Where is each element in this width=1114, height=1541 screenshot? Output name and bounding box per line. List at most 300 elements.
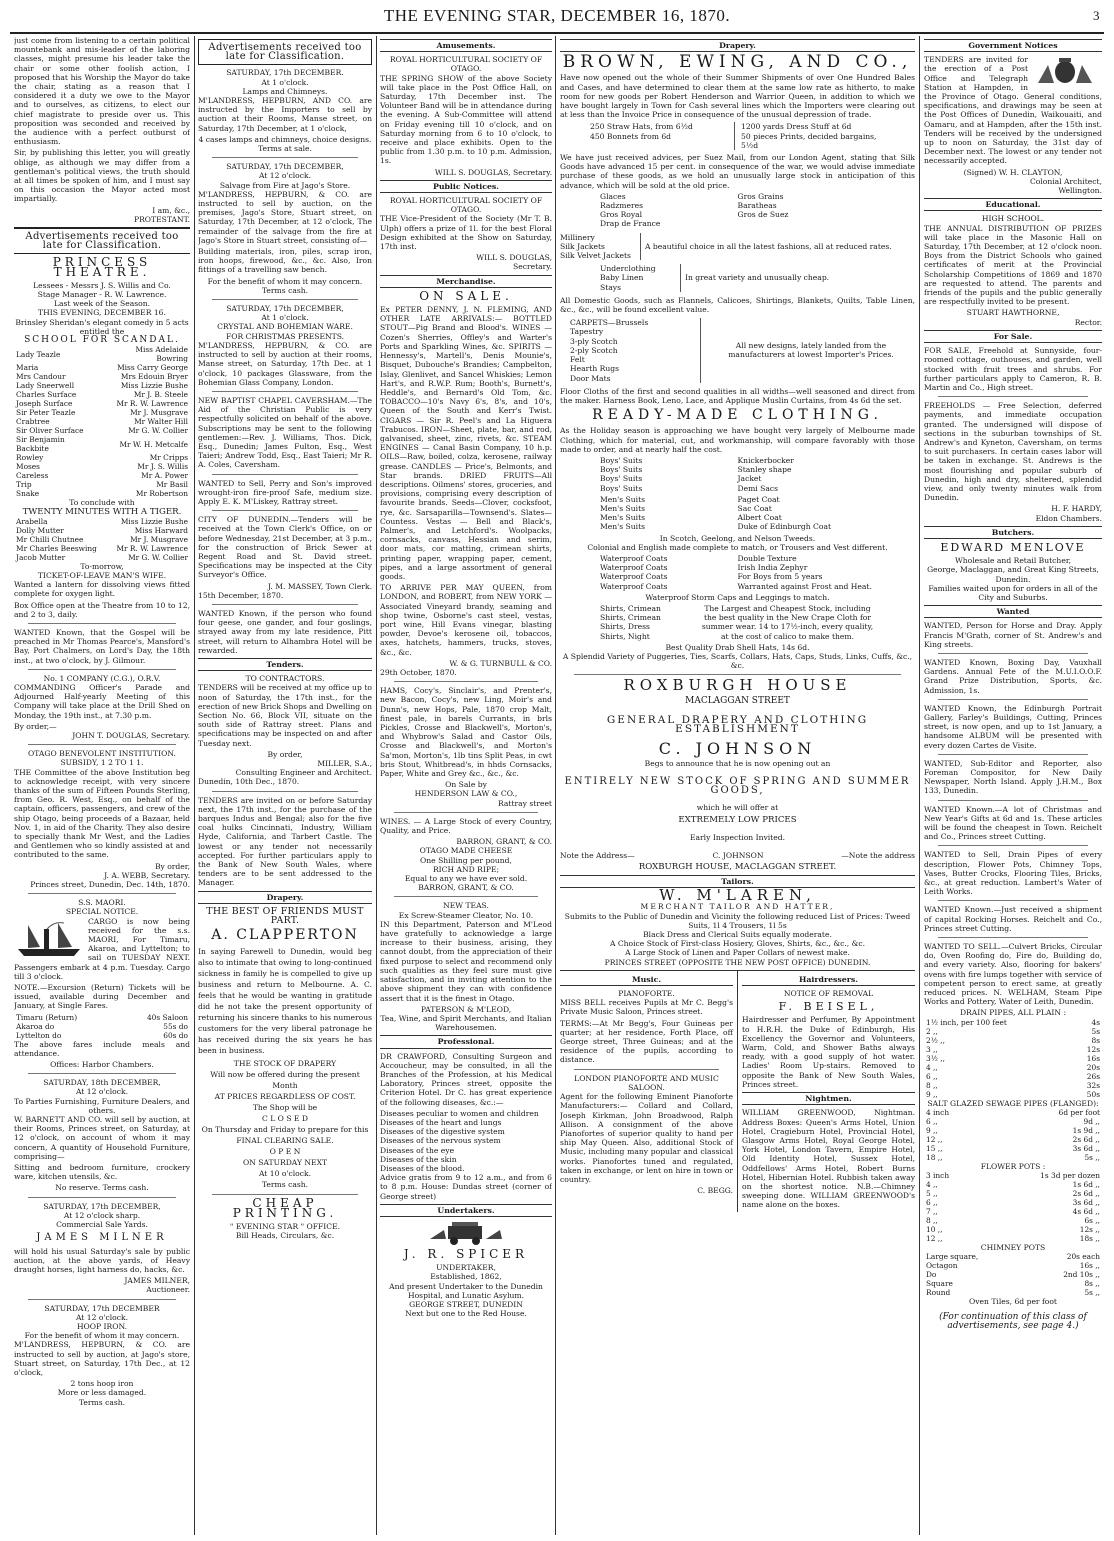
salt-table	[924, 1108, 1102, 1162]
price-row-cell: 5s ,,	[1084, 1152, 1100, 1162]
theatre-line: Lessees - Messrs J. S. Willis and Co.	[33, 280, 171, 290]
divider	[938, 754, 1088, 755]
price-row-cell: 5 ,,	[926, 1189, 938, 1199]
steamship-icon	[14, 919, 84, 959]
section-nightmen: Nightmen.	[742, 1092, 915, 1105]
floor-text: Floor Cloths of the first and second qualities in all widths—well seasoned and direct from the maker. Harness Book, Leno, Lace, and Applique Muslin Curtains, from 4s 6d the set.	[560, 386, 915, 405]
suit-item: Sac Coat	[737, 503, 772, 513]
silk-item: Glaces	[600, 191, 626, 201]
price-row	[924, 1180, 1102, 1189]
price-row-cell: 1s 3d per dozen	[1040, 1171, 1100, 1181]
cast-row	[14, 480, 190, 489]
coat-item: Warranted against Frost and Heat.	[737, 581, 872, 591]
tenders-sign: Colonial Architect,	[1029, 176, 1102, 186]
auction-text: M'LANDRESS, HEPBURN, AND CO. are instructed by the Importers to sell by auction at their Rooms, Manse street, on Saturday, 17th December, at 1 o'clock,	[198, 96, 372, 133]
theatre-line: Brinsley Sheridan's elegant comedy in 5 acts entitled the	[15, 317, 189, 336]
cast-table	[14, 345, 190, 498]
suit-item: Knickerbocker	[737, 455, 794, 465]
carpet-item: Tapestry	[570, 327, 604, 337]
company-sign	[14, 722, 190, 740]
cast-row-cell: Sir Oliver Surface	[16, 426, 84, 436]
cast-row	[14, 453, 190, 462]
waterproof-block	[600, 554, 875, 591]
millinery-desc: A beautiful choice in all the latest fashions, all at reduced rates.	[640, 233, 915, 261]
post-office-tenders: TENDERS are invited for the erection of a Post Office and Telegraph Station at Hampden, in the Province of Otago. General conditions, specifications, and drawings may be seen at the Post Offices of Dunedin, Waikouaiti, and Oamaru, and at Hampden, after the 15th inst. Tenders will be received by the undersigned up to noon on Saturday, the 31st day of December next. The lowest or any tender not necessarily accepted.	[924, 55, 1102, 166]
ticket-title: TICKET-OF-LEAVE MAN'S WIFE.	[37, 570, 167, 580]
domestic-text: All Domestic Goods, such as Flannels, Calicoes, Shirtings, Blankets, Quilts, Table Linen, &c., &c., will be found excellent value.	[560, 295, 915, 315]
boys-block	[600, 456, 875, 493]
price-row	[924, 1126, 1102, 1135]
divider	[938, 937, 1088, 938]
auction-text: M'LANDRESS, HEPBURN, & CO. are instructed to sell by auction, on the premises, Jago's Store, Stuart street, on Saturday, 17th December, at 12 o'clock, The remainder of the salvage from the fire at Jago's Store in Stuart street, consisting of—	[198, 189, 372, 245]
sign-line: J. A. WEBB, Secretary.	[104, 870, 190, 880]
flower-title: FLOWER POTS :	[980, 1161, 1046, 1171]
spicer-title: J. R. SPICER	[403, 1246, 529, 1261]
letter-sign	[14, 206, 190, 224]
note-right: —Note the address	[841, 850, 915, 860]
puggeries-line: A Splendid Variety of Puggeries, Ties, Scarfs, Collars, Hats, Caps, Studs, Links, Cuffs, &c., &c.	[562, 651, 913, 671]
price-row-cell: 2½ ,,	[926, 1035, 945, 1045]
hats-block	[590, 122, 885, 150]
commercial-line: Commercial Sale Yards.	[56, 1220, 148, 1230]
cast-row-cell: Mr Chilli Chutnee	[16, 534, 84, 544]
menlove-line: Families waited upon for orders in all of the City and Suburbs.	[928, 583, 1098, 602]
price-row-cell: 8 ,,	[926, 1080, 938, 1090]
sign-line: Auctioneer.	[146, 1285, 190, 1295]
silk-item: Radzmeres	[600, 201, 643, 211]
high-school-title: HIGH SCHOOL.	[981, 214, 1045, 224]
underclothing-item: Underclothing	[600, 264, 656, 274]
suit-item: Boys' Suits	[600, 483, 643, 493]
price-row	[924, 1117, 1102, 1126]
price-row	[924, 1225, 1102, 1234]
price-row-cell: 5s ,,	[1084, 1288, 1100, 1298]
cast-row-cell: Miss Lizzie Bushe	[120, 381, 188, 391]
removal-title: NOTICE OF REMOVAL	[783, 989, 874, 999]
fare-row-cell: 40s Saloon	[146, 1012, 188, 1022]
cast-row-cell: Mr G. W. Collier	[128, 552, 188, 562]
note-address	[560, 851, 915, 860]
beisel-title: F. BEISEL,	[778, 1000, 879, 1014]
fare-row-cell: Akaroa do	[16, 1021, 55, 1031]
silk-item: Gros Grains	[737, 191, 784, 201]
cheap-printing-title: CHEAP PRINTING.	[232, 1196, 338, 1220]
sale-date: SATURDAY, 18th DECEMBER,	[43, 1078, 161, 1088]
cast-row	[14, 381, 190, 390]
price-row-cell: 18 ,,	[926, 1152, 943, 1162]
clapperton-title: A. CLAPPERTON	[211, 927, 359, 944]
bills-line: Bill Heads, Circulars, &c.	[235, 1231, 335, 1241]
sunnyside-text: FOR SALE, Freehold at Sunnyside, four-roomed cottage, outhouses, and garden, well stocked with fruit trees and shrubs. For further particulars apply to Cameron, R. B. Martin and Co., High street.	[924, 346, 1102, 392]
silk-item: Gros Royal	[600, 210, 643, 220]
teas-sign: PATERSON & M'LEOD,	[420, 1004, 512, 1014]
price-row	[924, 1027, 1102, 1036]
section-drapery: Drapery.	[560, 39, 915, 52]
silks-block	[600, 192, 875, 229]
tenders-sign: Wellington.	[1058, 186, 1102, 196]
mlaren-line: A Large Stock of Linen and Paper Collars of newest make.	[625, 948, 850, 958]
wanted-ad: WANTED Known.—Just received a shipment of capital Rocking Horses. Reichelt and Co., Princes street Cutting.	[924, 905, 1102, 933]
geese-notice: WANTED Known, if the person who found four geese, one gander, and four goslings, strayed away from my late residence, Pitt street, will return to Alhambra Hotel will be rewarded.	[198, 608, 372, 655]
divider	[938, 900, 1088, 901]
price-row-cell: 4 ,,	[926, 1180, 938, 1190]
divider	[28, 1299, 176, 1300]
cast-row-cell: Miss Adelaide Bowring	[135, 345, 188, 364]
shirt-item: Shirts, Dress	[600, 622, 650, 632]
roxburgh-address: ROXBURGH HOUSE, MACLAGGAN STREET.	[638, 861, 837, 872]
silk-item: Gros de Suez	[737, 210, 789, 220]
advice-text: Advice gratis from 9 to 12 a.m., and from 6 to 8 p.m. House: Dundas street (corner of George street)	[380, 1173, 552, 1201]
benevolent-sign	[14, 862, 190, 890]
cast-row	[14, 417, 190, 426]
price-row-cell: 3 inch	[926, 1171, 950, 1181]
fare-row	[14, 1031, 190, 1040]
pianoforte-title: PIANOFORTE.	[618, 989, 675, 999]
section-public-notices: Public Notices.	[380, 180, 552, 193]
subsidy-line: SUBSIDY, 1 2 TO 1 1.	[60, 758, 144, 768]
arrive-date: 29th October, 1870.	[380, 668, 457, 677]
letter-sign-line: I am, &c.,	[152, 205, 190, 215]
auction-text: M'LANDRESS, HEPBURN, & CO. are instructed to sell by auction at their rooms, Manse street, on Saturday, 17th Dec. at 1 o'clock, 10 packages Glassware, from the Bohemian Glass Company, London.	[198, 340, 372, 387]
barques-notice: TENDERS are invited on or before Saturday next, the 17th inst., for the purchase of the barques Indus and Bengal; also for the five coal hulks Cincinnati, Industry, William Hyde, California, and Tarbert Castle. The lowest or any tender not necessarily accepted. For further particulars apply to the Bank of New South Wales, where tenders are to be sent addressed to the Manager.	[198, 795, 372, 888]
millinery-item: Silk Jackets	[560, 241, 605, 251]
price-row-cell: 8s ,,	[1084, 1279, 1100, 1289]
tomorrow-line: To-morrow,	[80, 561, 124, 571]
london-title: LONDON PIANOFORTE AND MUSIC SALOON.	[574, 1073, 719, 1092]
cast-table-2	[14, 517, 190, 562]
cast-row-cell: Jacob Mutter	[16, 552, 66, 562]
beisel-text: Hairdresser and Perfumer, By Appointment to H.R.H. the Duke of Edinburgh, His Excellency the Governor and Volunteers, Warm, Cold, and Shower Baths always ready, with a good supply of hot water. Ladies' Room Up-stairs. Removed to opposite the Bank of New South Wales, Princes street.	[742, 1015, 915, 1089]
suit-item: Albert Coat	[737, 513, 782, 523]
cast-row	[14, 526, 190, 535]
school-sign: Rector.	[1074, 317, 1102, 327]
drab-line: Best Quality Drab Shell Hats, 14s 6d.	[665, 642, 810, 652]
cheese-line: RICH AND RIPE;	[432, 864, 500, 874]
divider	[212, 604, 358, 605]
salt-title: SALT GLAZED SEWAGE PIPES (FLANGED):	[927, 1098, 1099, 1108]
royal-arms-icon	[1030, 57, 1100, 85]
price-row	[924, 1171, 1102, 1180]
divider	[574, 674, 901, 675]
divider	[938, 653, 1088, 654]
suit-item: Boys' Suits	[600, 465, 643, 475]
coat-item: Waterproof Coats	[600, 581, 668, 591]
suit-item: Men's Suits	[600, 513, 646, 523]
city-date: 15th December, 1870.	[198, 590, 284, 600]
price-row	[924, 1198, 1102, 1207]
price-row-cell: 20s each	[1066, 1252, 1100, 1262]
storm-line: Waterproof Storm Caps and Leggings to match.	[645, 592, 830, 602]
safe-notice: WANTED to Sell, Perry and Son's improved wrought-iron fire-proof Safe, medium size. Apply E. K. M'Liskey, Rattray street.	[198, 478, 372, 506]
on-sale-title: ON SALE.	[419, 288, 513, 303]
suit-item: Duke of Edinburgh Coat	[737, 522, 832, 532]
section-drapery: Drapery.	[198, 891, 372, 904]
offer-line: EXTREMELY LOW PRICES	[678, 815, 797, 826]
price-row	[924, 1144, 1102, 1153]
johnson-title: C. JOHNSON	[658, 739, 817, 759]
cast-row-cell: Dolly Mutter	[16, 525, 64, 535]
offer-line: Early Inspection Invited.	[689, 833, 785, 843]
cast-row-cell: Mr Walter Hill	[134, 417, 188, 427]
shirt-item: Shirts, Crimean	[600, 603, 661, 613]
section-tailors: Tailors.	[560, 875, 915, 888]
theatre-line: THIS EVENING, DECEMBER 16.	[38, 308, 166, 318]
cast-row-cell: Maria	[16, 363, 39, 373]
stock-line: Will now be offered during the present Month	[210, 1070, 360, 1091]
price-row-cell: 12 ,,	[926, 1234, 943, 1244]
hair-column	[738, 971, 915, 1212]
cast-row-cell: Careless	[16, 471, 49, 481]
carpet-item: CARPETS—Brussels	[570, 318, 649, 328]
divider	[574, 1069, 719, 1070]
hoop-line: 2 tons hoop iron	[70, 1379, 134, 1389]
divider	[212, 299, 358, 300]
wanted-ad: WANTED to Sell, Drain Pipes of every description, Flower Pots, Chimney Tops, Vases, Butter Crocks, Flooring Tiles, Bricks, &c., at great reduction. Lambert's Water of Leith Works.	[924, 850, 1102, 897]
cast-row	[14, 399, 190, 408]
barnett-text: W. BARNETT AND CO. will sell by auction, at their Rooms, Princes street, on Saturday, at 12 o'clock, on account of whom it may concern, A quantity of Household Furniture, comprising—	[14, 1115, 190, 1161]
price-row	[924, 1072, 1102, 1081]
stock-line: THE STOCK OF DRAPERY	[233, 1059, 337, 1069]
price-row	[924, 1234, 1102, 1243]
price-row	[924, 1081, 1102, 1090]
cast-row-cell: Mr J. Musgrave	[130, 534, 188, 544]
milner-sign	[14, 1276, 190, 1294]
company-title: No. 1 COMPANY (C.G.), O.R.V.	[43, 673, 161, 683]
sign-line: By order,—	[14, 721, 57, 731]
stock-line: C L O S E D	[262, 1114, 308, 1124]
divider	[28, 893, 176, 894]
coat-item: For Boys from 5 years	[737, 572, 823, 582]
hoop-line: Terms cash.	[78, 1397, 126, 1407]
cast-row	[14, 462, 190, 471]
on-sale-text: Ex PETER DENNY, J. N. FLEMING, AND OTHER LATE ARRIVALS:— BOTTLED STOUT—Pig Brand and Blood's. WINES — Cozen's Sherries, Offley's and Warter's Ports and Sparkling Wines, &c. SPIRITS — Hennessy's, Martell's, Denis Mounie's, Bisquet, Dubouche's Brandies; Campbelton, Islay, Glenlivet, and Sancel Whiskies; Lemon Hart's, and R.W.P. Rum; Booth's, Burnett's, Heddle's, and Bernard's Old Tom, &c. TOBACCO—10's Navy 6's, 8's, and 10's, Queen of the South and Kerr's Twist. CIGARS — Sir R. Peel's and La Higuera Trabucos. IRON—Sheet, plate, bar, and rod, galvanised, sheet, zinc, rivets, &c. STEAM ENGINES — Canal Basin Company, 10 h.p. OILS—Raw, boiled, colza, kerosene, railway grease. CANDLES — Price's, Belmonts, and Star brands. DRIED FRUITS—All descriptions. Oilmens' stores, groceries, and provisions, comprising every description of favourite brands. Seeds—Clover, cocksfoot, rye, &c. Sarsaparilla—Townsend's. Slates—Countess. Vestas — Bell and Black's, Palmer's, and Letchford's. Woolpacks, cornsacks, canvass, Hessian and serim, door mats, cor matting, crimean shirts, printing paper, wrapping paper, cement, pipes, and a large assortment of general goods.	[380, 305, 552, 581]
chimney-table	[924, 1252, 1102, 1297]
price-row	[924, 1261, 1102, 1270]
stock-line: ON SATURDAY NEXT	[242, 1158, 328, 1168]
spicer-line: UNDERTAKER,	[436, 1263, 496, 1273]
underclothing-desc: In great variety and unusually cheap.	[680, 264, 875, 292]
suit-item: Men's Suits	[600, 503, 646, 513]
sale-time: At 12 o'clock sharp.	[63, 1210, 141, 1220]
teas-sign: Tea, Wine, and Spirit Merchants, and Italian Warehousemen.	[380, 1013, 552, 1033]
cast-row	[14, 372, 190, 381]
sign-line: By order,	[154, 861, 190, 871]
cast-row	[14, 517, 190, 526]
milner-title: JAMES MILNER	[36, 1232, 168, 1244]
price-row	[924, 1063, 1102, 1072]
price-row-cell: 12s	[1086, 1044, 1100, 1054]
divider	[28, 1197, 176, 1198]
school-sign: STUART HAWTHORNE,	[966, 308, 1060, 318]
section-tenders: Tenders.	[198, 658, 372, 671]
fares-table	[14, 1013, 190, 1040]
price-row	[924, 1207, 1102, 1216]
section-professional: Professional.	[380, 1035, 552, 1048]
price-row-cell: 9d ,,	[1083, 1116, 1100, 1126]
coat-item: Double Texture	[737, 553, 797, 563]
wanted-ad: WANTED, Sub-Editor and Reporter, also Foreman Compositor, for New Daily Newspaper, North Island. Apply J.H.M., Box 133, Dunedin.	[924, 758, 1102, 796]
disease-list	[380, 1109, 552, 1173]
rhs-text: THE SPRING SHOW of the above Society will take place in the Post Office Hall, on Saturday, 17th December inst. The Volunteer Band will be in attendance during the evening. A Sub-Committee will attend on Friday evening till 10 o'clock, and on Saturday morning from 6 to 10 o'clock, to receive and place exhibits. Open to the public from 1.30 p.m. to 10 p.m. Admission, 1s.	[380, 73, 552, 166]
tenders-sign: (Signed) W. H. CLAYTON,	[963, 167, 1063, 177]
suit-item: Paget Coat	[737, 494, 780, 504]
tenders-sign: Consulting Engineer and Architect.	[235, 768, 372, 778]
cast-row-cell: Miss Lizzie Bushe	[120, 516, 188, 526]
rmc-text: As the Holiday season is approaching we have bought very largely of Melbourne made Clothing, which for material, cut, and workmanship, will compare favorably with those made to order, and at nearly half the cost.	[560, 426, 915, 454]
cast-row	[14, 553, 190, 562]
disease-item: Diseases of the nervous system	[380, 1136, 501, 1146]
wanted-ad: WANTED Known, the Edinburgh Portrait Gallery, Farley's Buildings, Cutting, Princes street, is now open, and up to 1st January, a handsome ALBUM will be presented with every dozen Cartes de Visite.	[924, 703, 1102, 750]
sign-line: JOHN T. DOUGLAS, Secretary.	[72, 730, 190, 740]
cast-row	[14, 435, 190, 453]
wines-sign: BARRON, GRANT, & CO.	[456, 837, 552, 847]
sale-date: SATURDAY, 17th DECEMBER	[44, 1303, 160, 1313]
contractors-title: TO CONTRACTORS.	[245, 674, 325, 684]
maori-title: S.S. MAORI.	[78, 898, 126, 908]
milner-text: will hold his usual Saturday's sale by public auction, at the above yards, of Heavy draught horses, light harness do, hacks, &c.	[14, 1246, 190, 1274]
price-row	[924, 1270, 1102, 1279]
hoop-text: M'LANDRESS, HEPBURN, & CO. are instructed to sell by auction, at Jago's store, Stuart street, on Saturday, 17th Dec., at 12 o'clock,	[14, 1340, 190, 1377]
spicer-line: GEORGE STREET, DUNEDIN	[409, 1299, 523, 1309]
column-1	[14, 36, 190, 1535]
carpets-block	[570, 318, 915, 382]
spicer-line: Established, 1862,	[430, 1272, 502, 1282]
price-row-cell: 2 ,,	[926, 1026, 938, 1036]
price-row	[924, 1189, 1102, 1198]
price-row-cell: 9 ,,	[926, 1089, 938, 1099]
suit-item: Men's Suits	[600, 494, 646, 504]
column-rule	[555, 36, 556, 1535]
star-office: " EVENING STAR " OFFICE.	[229, 1221, 341, 1231]
furnishing-line: To Parties Furnishing, Furniture Dealers, and others.	[14, 1096, 190, 1115]
price-row	[924, 1036, 1102, 1045]
price-row	[924, 1288, 1102, 1297]
drain-title: DRAIN PIPES, ALL PLAIN :	[959, 1008, 1067, 1018]
section-merchandise: Merchandise.	[380, 275, 552, 288]
company-text: COMMANDING Officer's Parade and Adjourned Half-yearly Meeting of this Company will take place at the Drill Shed on Monday, the 19th inst., at 7.30 p.m.	[14, 682, 190, 720]
note-left: Note the Address—	[560, 850, 635, 860]
millinery-block	[560, 233, 915, 261]
price-row	[924, 1054, 1102, 1063]
maori-text: CARGO is now being received for the s.s. MAORI, For Timaru, Akaroa, and Lyttelton; to sail on TUESDAY NEXT. Passengers embark at 4 p.m. Tuesday. Cargo till 3 o'clock.	[14, 916, 190, 981]
price-row-cell: 18s ,,	[1079, 1234, 1100, 1244]
conclude-line: To conclude with	[69, 498, 135, 508]
section-amusements: Amusements.	[380, 39, 552, 52]
price-row-cell: 15 ,,	[926, 1143, 943, 1153]
mlaren-line: Black Dress and Clerical Suits equally moderate.	[643, 930, 832, 940]
silk-item: Baratheas	[737, 201, 777, 211]
price-row	[924, 1045, 1102, 1054]
mlaren-title: W. M'LAREN,	[659, 886, 816, 905]
cast-row-cell: Mrs Candour	[16, 372, 66, 382]
masthead-rule	[10, 32, 1104, 34]
hams-sign: Rattray street	[497, 798, 552, 808]
sale-what: CRYSTAL AND BOHEMIAN WARE.	[217, 322, 353, 332]
tenders-sign: By order,	[267, 749, 303, 759]
divider	[938, 800, 1088, 801]
offer-line: which he will offer at	[696, 803, 779, 813]
suit-item: Jacket	[737, 474, 762, 484]
column-2	[198, 36, 372, 1535]
theatre-line: Stage Manager - R. W. Lawrence.	[37, 290, 167, 300]
dress-line: 1200 yards Dress Stuff at 6d	[741, 122, 852, 132]
freeholds-sign: Eldon Chambers.	[1035, 513, 1102, 523]
carpet-item: Felt	[570, 355, 585, 365]
cast-row	[14, 363, 190, 372]
maori-note: NOTE.—Excursion (Return) Tickets will be issued, available during December and January, at Single Fares.	[14, 983, 190, 1011]
rhs2-title: ROYAL HORTICULTURAL SOCIETY OF OTAGO.	[389, 196, 543, 215]
special-notice: SPECIAL NOTICE.	[65, 907, 139, 917]
price-row-cell: 6 ,,	[926, 1198, 938, 1208]
mlaren-text: Submits to the Public of Dunedin and Vicinity the following reduced List of Prices: Tweed Suits, 1l 4 Trousers, 1l 5s	[564, 911, 911, 930]
disease-item: Diseases peculiar to women and children	[380, 1108, 539, 1118]
sale-time: At 12 o'clock.	[75, 1087, 129, 1097]
mlaren-line: A Choice Stock of First-class Hosiery, Gloves, Shirts, &c., &c., &c.	[609, 939, 866, 949]
chimney-title: CHIMNEY POTS	[980, 1243, 1046, 1253]
cast-row-cell: Mr J. S. Willis	[137, 462, 188, 472]
shirt-item: Shirts, Night	[600, 631, 650, 641]
terms-line: Terms at sale.	[258, 144, 312, 154]
suit-item: Men's Suits	[600, 522, 646, 532]
column-rule	[376, 36, 377, 1535]
section-wanted: Wanted	[924, 605, 1102, 618]
suit-item: Demi Sacs	[737, 483, 779, 493]
price-row-cell: 4 inch	[926, 1107, 950, 1117]
cast-row-cell: Mr G. W. Collier	[128, 426, 188, 436]
cleator-line: Ex Screw-Steamer Cleator, No. 10.	[398, 910, 534, 920]
divider	[28, 669, 176, 670]
auction-items: 4 cases lamps and chimneys, choice designs.	[198, 134, 372, 144]
price-row-cell: 3½ ,,	[926, 1053, 945, 1063]
price-row-cell: 2nd 10s ,,	[1063, 1270, 1100, 1280]
divider	[212, 474, 358, 475]
cast-row-cell: Mr R. W. Lawrence	[116, 399, 188, 409]
divider	[394, 896, 538, 897]
begg-sign: C. BEGG.	[697, 1186, 733, 1196]
sale-date: SATURDAY, 17th DECEMBER.	[226, 68, 344, 78]
dress-line: 50 pieces Prints, decided bargains, 5½d	[741, 131, 877, 150]
price-row-cell: 1s 6d ,,	[1072, 1180, 1100, 1190]
price-row-cell: 1s 9d ,,	[1072, 1125, 1100, 1135]
rhs-title: ROYAL HORTICULTURAL SOCIETY OF OTAGO.	[389, 55, 543, 74]
sale-date: SATURDAY, 17th DECEMBER,	[226, 162, 344, 172]
sale-what: Lamps and Chimneys.	[242, 86, 328, 96]
hearse-icon	[426, 1220, 506, 1246]
disease-item: Diseases of the skin	[380, 1154, 457, 1164]
benevolent-title: OTAGO BENEVOLENT INSTITUTION.	[28, 749, 176, 759]
price-row-cell: 2s 6d ,,	[1072, 1189, 1100, 1199]
cast-row-cell: Snake	[16, 489, 40, 499]
stock-line: The Shop will be	[252, 1103, 318, 1113]
divider	[28, 623, 176, 624]
shirts-block	[600, 604, 875, 641]
price-row	[924, 1252, 1102, 1261]
cheese-line: BARRON, GRANT, & CO.	[418, 883, 514, 893]
carpet-item: Hearth Rugs	[570, 364, 619, 374]
cast-row	[14, 426, 190, 435]
price-row-cell: 26s	[1086, 1071, 1100, 1081]
coat-item: Waterproof Coats	[600, 572, 668, 582]
stock-line: O P E N	[269, 1147, 301, 1157]
oven-line: Oven Tiles, 6d per foot	[969, 1297, 1057, 1307]
sale-date: SATURDAY, 17th DECEMBER,	[43, 1201, 161, 1211]
sale-date: SATURDAY, 17th DECEMBER,	[226, 304, 344, 314]
underclothing-item: Baby Linen	[600, 273, 644, 283]
cheese-line: OTAGO MADE CHEESE	[419, 846, 513, 856]
ready-made-title: READY-MADE CLOTHING.	[592, 407, 883, 424]
city-notice: CITY OF DUNEDIN.—Tenders will be received at the Town Clerk's Office, on or before Wednesday, 21st December, at 3 p.m., for the construction of Brick Sewer at Regent Road and St. David street. Specifications may be inspected at the City Surveyor's Office.	[198, 515, 372, 580]
tiger-title: TWENTY MINUTES WITH A TIGER.	[22, 506, 182, 517]
